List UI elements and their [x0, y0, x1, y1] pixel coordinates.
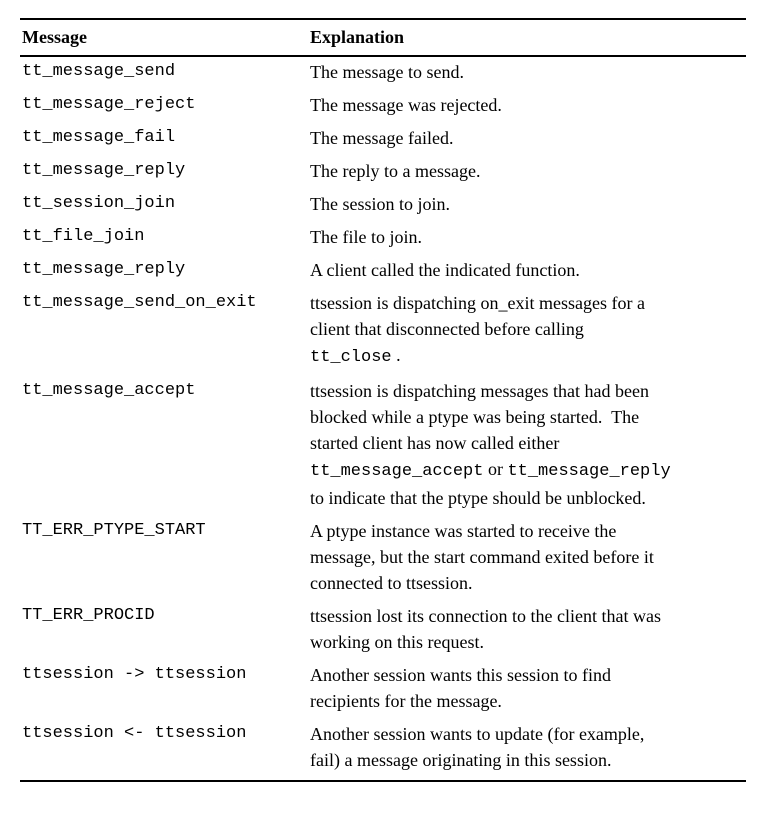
table-row: [20, 603, 746, 655]
explanation-line: [310, 378, 746, 404]
code-span: tt_close: [310, 348, 392, 367]
explanation-line: [310, 92, 746, 118]
text-span: The reply to a message.: [310, 161, 481, 181]
bottom-rule: [20, 780, 746, 782]
message-cell: TT_ERR_PROCID: [22, 606, 155, 625]
column-header-message: Message: [22, 27, 87, 47]
message-cell: ttsession <- ttsession: [22, 724, 247, 743]
text-span: The message to send.: [310, 62, 464, 82]
explanation-line: [310, 125, 746, 151]
text-span: The file to join.: [310, 227, 422, 247]
text-span: The session to join.: [310, 194, 450, 214]
explanation-cell: [310, 290, 746, 371]
message-cell: TT_ERR_PTYPE_START: [22, 521, 206, 540]
reference-table-page: [20, 18, 746, 782]
message-cell: tt_session_join: [22, 194, 176, 213]
message-cell: tt_message_fail: [22, 128, 176, 147]
table-row: [20, 191, 746, 217]
explanation-cell: [310, 224, 746, 250]
text-span: ttsession is dispatching on_exit messages for a: [310, 293, 645, 313]
explanation-line: [310, 430, 746, 456]
explanation-line: [310, 518, 746, 544]
text-span: Another session wants to update (for example,: [310, 724, 645, 744]
table-row: [20, 290, 746, 371]
explanation-line: [310, 662, 746, 688]
table-row: [20, 257, 746, 283]
explanation-cell: [310, 158, 746, 184]
text-span: ttsession is dispatching messages that had been: [310, 381, 649, 401]
explanation-line: [310, 456, 746, 485]
message-cell: tt_message_reply: [22, 161, 186, 180]
explanation-cell: [310, 125, 746, 151]
message-cell: tt_file_join: [22, 227, 145, 246]
text-span: working on this request.: [310, 632, 484, 652]
message-cell: tt_message_send_on_exit: [22, 293, 257, 312]
table-row: [20, 158, 746, 184]
explanation-cell: [310, 378, 746, 511]
text-span: The message was rejected.: [310, 95, 502, 115]
text-span: message, but the start command exited before it: [310, 547, 654, 567]
explanation-line: [310, 290, 746, 316]
explanation-line: [310, 688, 746, 714]
text-span: A client called the indicated function.: [310, 260, 580, 280]
explanation-line: [310, 629, 746, 655]
message-cell: tt_message_reject: [22, 95, 196, 114]
table-rows: [20, 57, 746, 773]
explanation-line: [310, 721, 746, 747]
explanation-line: [310, 485, 746, 511]
explanation-line: [310, 158, 746, 184]
explanation-cell: [310, 721, 746, 773]
table-row: [20, 92, 746, 118]
code-span: tt_message_accept: [310, 462, 484, 481]
text-span: recipients for the message.: [310, 691, 502, 711]
text-span: fail) a message originating in this session.: [310, 750, 612, 770]
text-span: or: [483, 459, 508, 479]
table-row: [20, 125, 746, 151]
explanation-line: [310, 747, 746, 773]
explanation-line: [310, 570, 746, 596]
explanation-line: [310, 59, 746, 85]
text-span: .: [391, 345, 401, 365]
text-span: to indicate that the ptype should be unblocked.: [310, 488, 646, 508]
table-row: [20, 224, 746, 250]
message-cell: tt_message_reply: [22, 260, 186, 279]
message-cell: tt_message_send: [22, 62, 176, 81]
message-cell: ttsession -> ttsession: [22, 665, 247, 684]
explanation-cell: [310, 518, 746, 596]
explanation-cell: [310, 662, 746, 714]
text-span: client that disconnected before calling: [310, 319, 584, 339]
message-cell: tt_message_accept: [22, 381, 196, 400]
column-header-explanation: Explanation: [310, 27, 405, 47]
table-row: [20, 662, 746, 714]
text-span: Another session wants this session to find: [310, 665, 611, 685]
explanation-line: [310, 544, 746, 570]
table-row: [20, 721, 746, 773]
explanation-line: [310, 191, 746, 217]
text-span: started client has now called either: [310, 433, 560, 453]
text-span: ttsession lost its connection to the client that was: [310, 606, 661, 626]
table-row: [20, 59, 746, 85]
text-span: The message failed.: [310, 128, 454, 148]
explanation-cell: [310, 257, 746, 283]
explanation-line: [310, 257, 746, 283]
explanation-line: [310, 404, 746, 430]
table-row: [20, 378, 746, 511]
table-row: [20, 518, 746, 596]
explanation-cell: [310, 603, 746, 655]
text-span: connected to ttsession.: [310, 573, 473, 593]
explanation-line: [310, 224, 746, 250]
text-span: blocked while a ptype was being started. The: [310, 407, 640, 427]
text-span: A ptype instance was started to receive the: [310, 521, 617, 541]
table-header: [20, 20, 746, 55]
explanation-cell: [310, 92, 746, 118]
explanation-line: [310, 316, 746, 342]
explanation-cell: [310, 59, 746, 85]
explanation-line: [310, 342, 746, 371]
explanation-line: [310, 603, 746, 629]
explanation-cell: [310, 191, 746, 217]
code-span: tt_message_reply: [507, 462, 671, 481]
